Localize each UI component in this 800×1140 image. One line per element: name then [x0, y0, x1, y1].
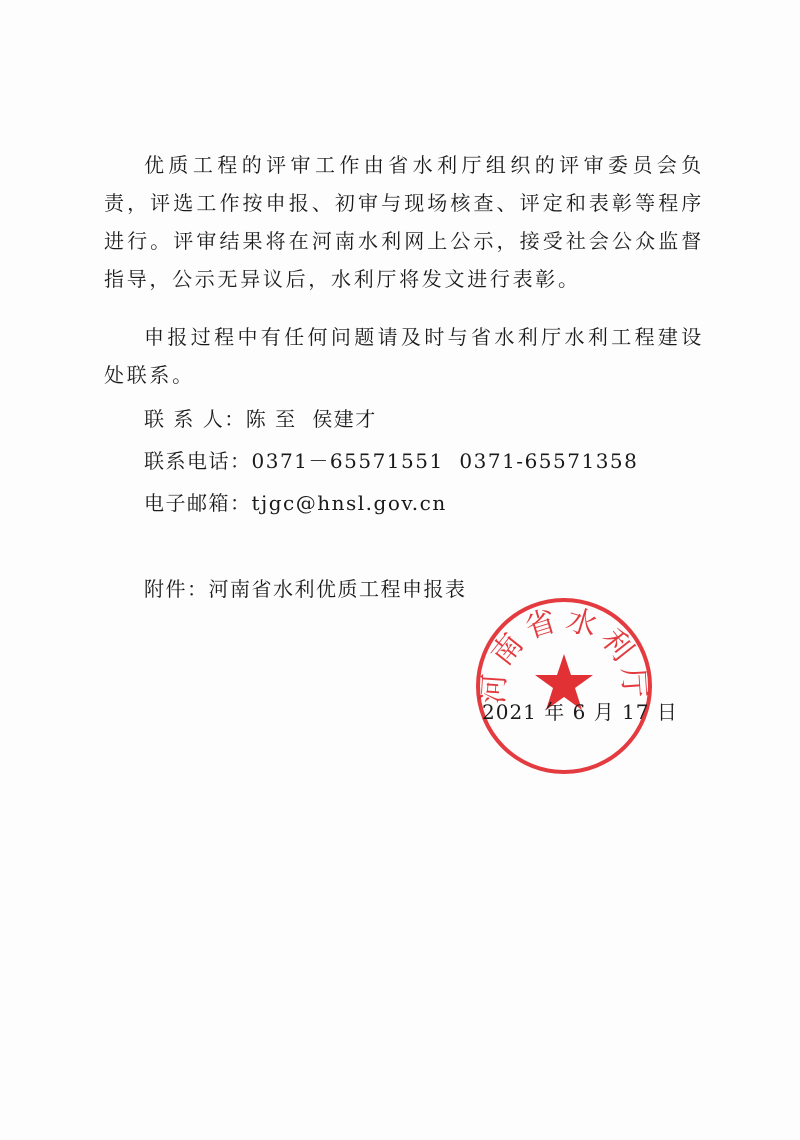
paragraph-contact-note: 申报过程中有任何问题请及时与省水利厅水利工程建设处联系。: [104, 325, 704, 387]
contact-person: 联 系 人：陈 至 侯建才: [144, 407, 377, 431]
seal-text: 河南省水利厅: [475, 602, 653, 705]
official-seal: [474, 596, 654, 776]
issue-date: 2021 年 6 月 17 日: [482, 700, 678, 724]
attachment-line: 附件：河南省水利优质工程申报表: [144, 577, 467, 601]
contact-phone: 联系电话：0371－65571551 0371-65571358: [144, 449, 639, 473]
paragraph-review-process: 优质工程的评审工作由省水利厅组织的评审委员会负责，评选工作按申报、初审与现场核查、评定和表彰等程序进行。评审结果将在河南水利网上公示，接受社会公众监督指导，公示无异议后，水利厅将发文进行表彰。: [104, 153, 704, 291]
contact-email: 电子邮箱：tjgc@hnsl.gov.cn: [144, 491, 447, 515]
